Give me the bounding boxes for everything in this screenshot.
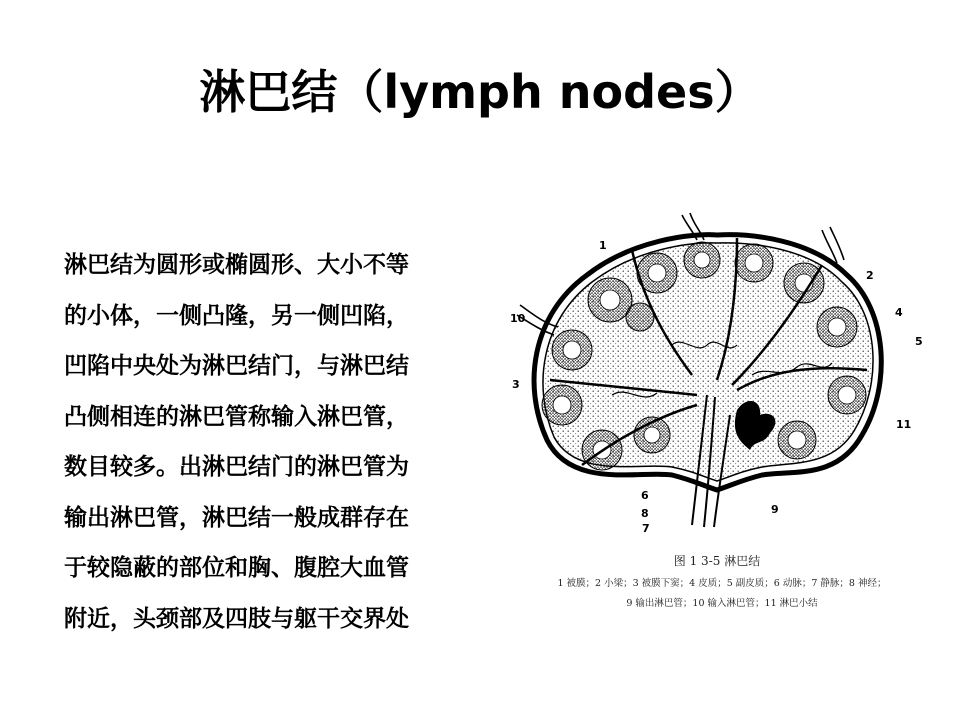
body-line: 凹陷中央处为淋巴结门，与淋巴结 <box>64 353 409 379</box>
callout-label: 4 <box>895 306 903 319</box>
body-line: 的小体，一侧凸隆，另一侧凹陷， <box>64 302 409 329</box>
callout-label: 3 <box>512 378 520 391</box>
figure-caption-line: 1 被膜；2 小梁；3 被膜下窦；4 皮质；5 副皮质；6 动脉；7 静脉；8 神经； <box>557 578 887 589</box>
callout-label: 8 <box>641 507 649 520</box>
callout-label: 11 <box>896 418 912 431</box>
lymph-node-figure <box>492 205 942 609</box>
figure-caption-line: 9 输出淋巴管；10 输入淋巴管；11 淋巴小结 <box>626 598 818 609</box>
callout-label: 9 <box>771 503 779 516</box>
body-line: 凸侧相连的淋巴管称输入淋巴管， <box>64 403 409 430</box>
callout-label: 6 <box>641 489 649 502</box>
body-text <box>64 240 474 644</box>
body-line: 于较隐蔽的部位和胸、腹腔大血管 <box>64 555 409 581</box>
slide-title: 淋巴结（lymph nodes） <box>199 65 761 119</box>
figure-caption-title: 图 1 3-5 淋巴结 <box>673 554 761 568</box>
body-line: 附近，头颈部及四肢与躯干交界处 <box>64 605 409 632</box>
lymph-node-diagram <box>492 205 942 545</box>
callout-label: 7 <box>642 522 650 535</box>
body-line: 淋巴结为圆形或椭圆形、大小不等 <box>64 252 409 278</box>
body-line: 输出淋巴管，淋巴结一般成群存在 <box>64 504 409 531</box>
callout-label: 1 <box>599 239 607 252</box>
callout-label: 2 <box>866 269 874 282</box>
body-line: 数目较多。出淋巴结门的淋巴管为 <box>64 454 409 480</box>
callout-label: 5 <box>915 335 923 348</box>
callout-label: 10 <box>510 312 526 325</box>
